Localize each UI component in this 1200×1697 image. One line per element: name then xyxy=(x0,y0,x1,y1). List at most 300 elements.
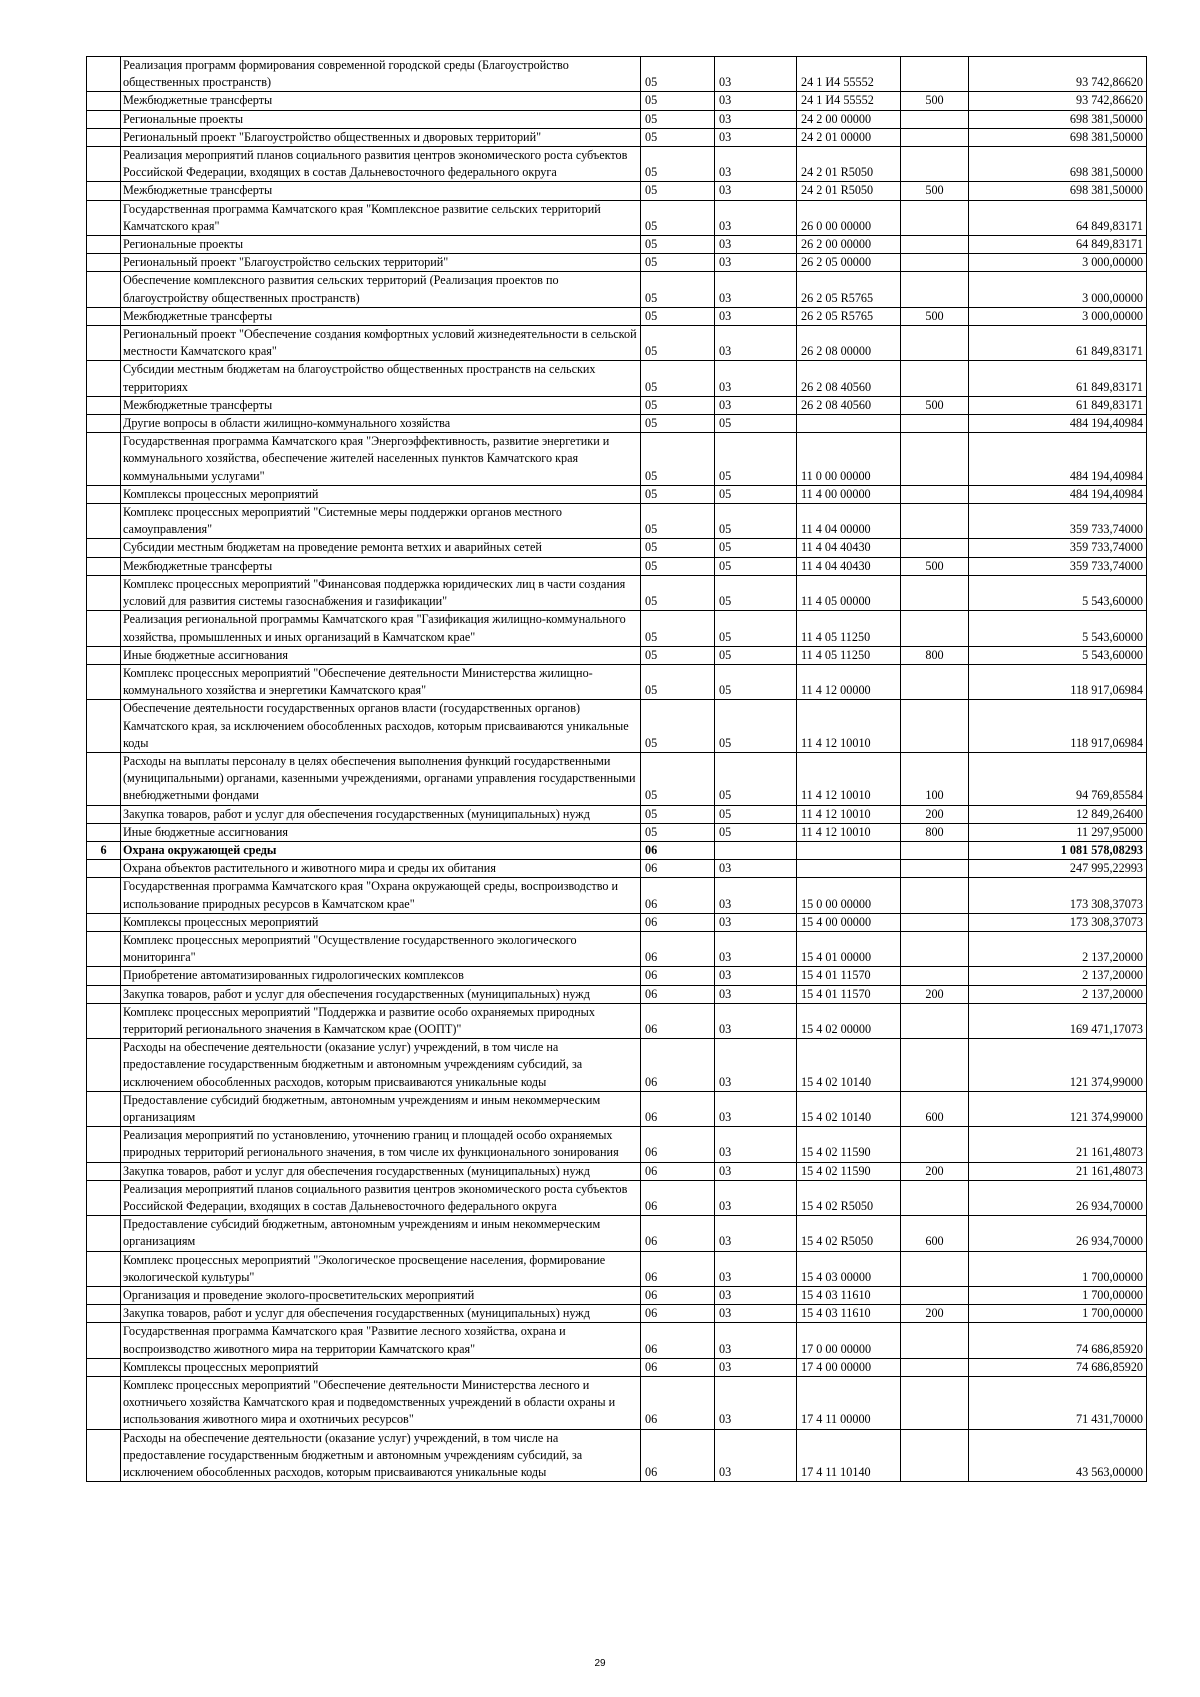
subsection-code: 03 xyxy=(715,878,797,913)
table-row xyxy=(87,1216,1147,1251)
table-row xyxy=(87,200,1147,235)
expense-name: Межбюджетные трансферты xyxy=(121,557,641,575)
table-row xyxy=(87,1251,1147,1286)
subsection-code: 03 xyxy=(715,1358,797,1376)
expense-type-code xyxy=(901,272,969,307)
row-number xyxy=(87,1305,121,1323)
subsection-code: 05 xyxy=(715,752,797,805)
expense-name: Комплекс процессных мероприятий "Финансовая поддержка юридических лиц в части создания условий для развития системы газоснабжения и газификации" xyxy=(121,575,641,610)
row-number xyxy=(87,326,121,361)
table-row xyxy=(87,611,1147,646)
section-code: 05 xyxy=(641,110,715,128)
row-number xyxy=(87,1251,121,1286)
target-article-code: 15 4 02 10140 xyxy=(797,1091,901,1126)
expense-type-code xyxy=(901,326,969,361)
expense-type-code: 600 xyxy=(901,1091,969,1126)
expense-name: Государственная программа Камчатского края "Комплексное развитие сельских территорий Камчатского края" xyxy=(121,200,641,235)
target-article-code: 15 4 02 R5050 xyxy=(797,1180,901,1215)
expense-type-code xyxy=(901,575,969,610)
expense-type-code: 500 xyxy=(901,557,969,575)
expense-name: Организация и проведение эколого-просветительских мероприятий xyxy=(121,1287,641,1305)
table-row xyxy=(87,878,1147,913)
subsection-code: 03 xyxy=(715,326,797,361)
amount-value: 169 471,17073 xyxy=(969,1003,1147,1038)
expense-name: Обеспечение деятельности государственных органов власти (государственных органов) Камчатского края, за исключением обособленных расходов, которым присваиваются уникальные коды xyxy=(121,700,641,753)
table-row xyxy=(87,860,1147,878)
amount-value: 74 686,85920 xyxy=(969,1323,1147,1358)
amount-value: 11 297,95000 xyxy=(969,823,1147,841)
table-row xyxy=(87,1127,1147,1162)
expense-name: Реализация мероприятий планов социального развития центров экономического роста субъектов Российской Федерации, входящих в состав Дальневосточного федерального округа xyxy=(121,1180,641,1215)
target-article-code: 11 4 12 10010 xyxy=(797,805,901,823)
amount-value: 5 543,60000 xyxy=(969,575,1147,610)
row-number xyxy=(87,539,121,557)
table-row xyxy=(87,646,1147,664)
section-code: 06 xyxy=(641,1305,715,1323)
expense-type-code xyxy=(901,433,969,486)
amount-value: 21 161,48073 xyxy=(969,1127,1147,1162)
table-row xyxy=(87,931,1147,966)
target-article-code: 15 4 01 00000 xyxy=(797,931,901,966)
amount-value: 1 700,00000 xyxy=(969,1251,1147,1286)
row-number xyxy=(87,272,121,307)
target-article-code: 26 2 05 00000 xyxy=(797,254,901,272)
subsection-code: 03 xyxy=(715,307,797,325)
section-code: 06 xyxy=(641,878,715,913)
section-code: 05 xyxy=(641,664,715,699)
target-article-code: 15 4 03 11610 xyxy=(797,1287,901,1305)
section-code: 05 xyxy=(641,611,715,646)
subsection-code: 05 xyxy=(715,805,797,823)
expense-type-code xyxy=(901,1287,969,1305)
expense-name: Комплекс процессных мероприятий "Системные меры поддержки органов местного самоуправления" xyxy=(121,504,641,539)
expense-type-code xyxy=(901,147,969,182)
table-row xyxy=(87,1039,1147,1092)
target-article-code: 17 4 11 10140 xyxy=(797,1429,901,1482)
expense-type-code xyxy=(901,415,969,433)
row-number xyxy=(87,200,121,235)
row-number xyxy=(87,1429,121,1482)
expense-name: Комплекс процессных мероприятий "Осуществление государственного экологического мониторинга" xyxy=(121,931,641,966)
expense-type-code: 800 xyxy=(901,823,969,841)
expense-name: Межбюджетные трансферты xyxy=(121,92,641,110)
expense-name: Комплекс процессных мероприятий "Обеспечение деятельности Министерства жилищно-коммунального хозяйства и энергетики Камчатского края" xyxy=(121,664,641,699)
expense-type-code xyxy=(901,57,969,92)
row-number xyxy=(87,646,121,664)
expense-type-code xyxy=(901,1358,969,1376)
target-article-code: 15 4 01 11570 xyxy=(797,967,901,985)
subsection-code: 05 xyxy=(715,557,797,575)
table-row xyxy=(87,1287,1147,1305)
target-article-code: 15 4 00 00000 xyxy=(797,913,901,931)
expense-type-code: 100 xyxy=(901,752,969,805)
expense-type-code: 500 xyxy=(901,396,969,414)
section-code: 06 xyxy=(641,841,715,859)
subsection-code: 03 xyxy=(715,1162,797,1180)
table-row xyxy=(87,128,1147,146)
expense-name: Комплекс процессных мероприятий "Обеспечение деятельности Министерства лесного и охотничьего хозяйства Камчатского края и подведомственных учреждений в области охраны и использования животного мира и охотничьих ресурсов" xyxy=(121,1377,641,1430)
subsection-code: 05 xyxy=(715,646,797,664)
amount-value: 12 849,26400 xyxy=(969,805,1147,823)
table-row xyxy=(87,1323,1147,1358)
subsection-code: 03 xyxy=(715,1039,797,1092)
section-code: 05 xyxy=(641,147,715,182)
subsection-code: 05 xyxy=(715,823,797,841)
target-article-code: 26 2 08 00000 xyxy=(797,326,901,361)
row-number xyxy=(87,1003,121,1038)
section-code: 06 xyxy=(641,931,715,966)
row-number xyxy=(87,1323,121,1358)
expense-name: Межбюджетные трансферты xyxy=(121,396,641,414)
expense-name: Комплекс процессных мероприятий "Поддержка и развитие особо охраняемых природных территорий регионального значения в Камчатском крае (ООПТ)" xyxy=(121,1003,641,1038)
target-article-code xyxy=(797,415,901,433)
subsection-code: 03 xyxy=(715,1323,797,1358)
amount-value: 3 000,00000 xyxy=(969,307,1147,325)
expense-type-code xyxy=(901,1180,969,1215)
expense-type-code xyxy=(901,200,969,235)
section-code: 06 xyxy=(641,1162,715,1180)
expense-name: Иные бюджетные ассигнования xyxy=(121,646,641,664)
subsection-code: 03 xyxy=(715,1091,797,1126)
amount-value: 21 161,48073 xyxy=(969,1162,1147,1180)
subsection-code: 05 xyxy=(715,539,797,557)
expense-type-code xyxy=(901,1377,969,1430)
section-code: 05 xyxy=(641,557,715,575)
row-number xyxy=(87,575,121,610)
target-article-code: 26 2 05 R5765 xyxy=(797,272,901,307)
target-article-code: 11 4 05 00000 xyxy=(797,575,901,610)
table-row xyxy=(87,664,1147,699)
subsection-code: 03 xyxy=(715,236,797,254)
expense-name: Охрана окружающей среды xyxy=(121,841,641,859)
target-article-code: 11 4 12 10010 xyxy=(797,823,901,841)
table-row xyxy=(87,485,1147,503)
subsection-code: 05 xyxy=(715,485,797,503)
section-code: 06 xyxy=(641,1429,715,1482)
row-number xyxy=(87,1180,121,1215)
target-article-code: 11 0 00 00000 xyxy=(797,433,901,486)
row-number xyxy=(87,92,121,110)
target-article-code xyxy=(797,841,901,859)
section-code: 05 xyxy=(641,700,715,753)
expense-name: Государственная программа Камчатского края "Энергоэффективность, развитие энергетики и коммунального хозяйства, обеспечение жителей населенных пунктов Камчатского края коммунальными услугами" xyxy=(121,433,641,486)
section-code: 06 xyxy=(641,1358,715,1376)
target-article-code: 26 2 00 00000 xyxy=(797,236,901,254)
subsection-code: 03 xyxy=(715,1429,797,1482)
row-number xyxy=(87,967,121,985)
amount-value: 5 543,60000 xyxy=(969,611,1147,646)
expense-name: Реализация программ формирования современной городской среды (Благоустройство общественных пространств) xyxy=(121,57,641,92)
subsection-code: 03 xyxy=(715,128,797,146)
amount-value: 61 849,83171 xyxy=(969,326,1147,361)
subsection-code: 03 xyxy=(715,272,797,307)
section-code: 05 xyxy=(641,485,715,503)
expense-type-code xyxy=(901,611,969,646)
section-code: 05 xyxy=(641,433,715,486)
table-row xyxy=(87,236,1147,254)
expense-type-code xyxy=(901,539,969,557)
amount-value: 359 733,74000 xyxy=(969,504,1147,539)
row-number xyxy=(87,307,121,325)
expense-name: Расходы на выплаты персоналу в целях обеспечения выполнения функций государственными (муниципальными) органами, казенными учреждениями, органами управления государственными внебюджетными фондами xyxy=(121,752,641,805)
table-row xyxy=(87,1003,1147,1038)
target-article-code: 15 4 03 00000 xyxy=(797,1251,901,1286)
expense-name: Расходы на обеспечение деятельности (оказание услуг) учреждений, в том числе на предоставление государственным бюджетным и автономным учреждениям субсидий, за исключением обособленных расходов, которым присваиваются уникальные коды xyxy=(121,1039,641,1092)
target-article-code: 11 4 12 10010 xyxy=(797,700,901,753)
subsection-code: 03 xyxy=(715,1251,797,1286)
amount-value: 1 700,00000 xyxy=(969,1305,1147,1323)
page-number: 29 xyxy=(594,1658,606,1669)
subsection-code: 05 xyxy=(715,611,797,646)
row-number xyxy=(87,1287,121,1305)
section-code: 05 xyxy=(641,182,715,200)
table-row xyxy=(87,967,1147,985)
amount-value: 173 308,37073 xyxy=(969,913,1147,931)
section-code: 05 xyxy=(641,57,715,92)
section-code: 06 xyxy=(641,1091,715,1126)
target-article-code: 15 4 03 11610 xyxy=(797,1305,901,1323)
section-code: 05 xyxy=(641,236,715,254)
subsection-code: 05 xyxy=(715,575,797,610)
amount-value: 247 995,22993 xyxy=(969,860,1147,878)
subsection-code xyxy=(715,841,797,859)
section-code: 05 xyxy=(641,504,715,539)
table-row xyxy=(87,1091,1147,1126)
expense-name: Региональный проект "Обеспечение создания комфортных условий жизнедеятельности в сельской местности Камчатского края" xyxy=(121,326,641,361)
expense-name: Приобретение автоматизированных гидрологических комплексов xyxy=(121,967,641,985)
expense-name: Закупка товаров, работ и услуг для обеспечения государственных (муниципальных) нужд xyxy=(121,985,641,1003)
target-article-code: 11 4 04 40430 xyxy=(797,539,901,557)
section-code: 06 xyxy=(641,1323,715,1358)
subsection-code: 05 xyxy=(715,664,797,699)
table-row xyxy=(87,700,1147,753)
section-code: 06 xyxy=(641,1216,715,1251)
target-article-code: 24 2 01 R5050 xyxy=(797,147,901,182)
subsection-code: 03 xyxy=(715,361,797,396)
target-article-code: 24 1 И4 55552 xyxy=(797,57,901,92)
expense-name: Межбюджетные трансферты xyxy=(121,182,641,200)
table-row xyxy=(87,182,1147,200)
expense-type-code xyxy=(901,1251,969,1286)
row-number xyxy=(87,557,121,575)
expense-type-code: 200 xyxy=(901,985,969,1003)
amount-value: 118 917,06984 xyxy=(969,664,1147,699)
amount-value: 121 374,99000 xyxy=(969,1039,1147,1092)
table-row xyxy=(87,985,1147,1003)
row-number xyxy=(87,504,121,539)
target-article-code: 24 2 00 00000 xyxy=(797,110,901,128)
section-code: 05 xyxy=(641,539,715,557)
section-code: 06 xyxy=(641,1251,715,1286)
target-article-code: 11 4 04 40430 xyxy=(797,557,901,575)
expense-name: Субсидии местным бюджетам на проведение ремонта ветхих и аварийных сетей xyxy=(121,539,641,557)
row-number xyxy=(87,147,121,182)
table-row xyxy=(87,92,1147,110)
expense-name: Комплексы процессных мероприятий xyxy=(121,913,641,931)
amount-value: 484 194,40984 xyxy=(969,415,1147,433)
amount-value: 484 194,40984 xyxy=(969,485,1147,503)
section-code: 06 xyxy=(641,1287,715,1305)
section-code: 06 xyxy=(641,1003,715,1038)
section-code: 05 xyxy=(641,396,715,414)
expense-name: Иные бюджетные ассигнования xyxy=(121,823,641,841)
expense-name: Реализация мероприятий планов социального развития центров экономического роста субъектов Российской Федерации, входящих в состав Дальневосточного федерального округа xyxy=(121,147,641,182)
row-number xyxy=(87,1216,121,1251)
row-number xyxy=(87,985,121,1003)
table-row xyxy=(87,575,1147,610)
table-row xyxy=(87,307,1147,325)
section-code: 05 xyxy=(641,361,715,396)
section-code: 06 xyxy=(641,860,715,878)
section-code: 05 xyxy=(641,200,715,235)
expense-name: Региональные проекты xyxy=(121,110,641,128)
table-row xyxy=(87,433,1147,486)
amount-value: 93 742,86620 xyxy=(969,57,1147,92)
target-article-code: 24 2 01 R5050 xyxy=(797,182,901,200)
expense-type-code xyxy=(901,1003,969,1038)
section-code: 06 xyxy=(641,1039,715,1092)
table-row xyxy=(87,1358,1147,1376)
subsection-code: 03 xyxy=(715,1003,797,1038)
row-number xyxy=(87,611,121,646)
row-number xyxy=(87,57,121,92)
table-row xyxy=(87,1180,1147,1215)
section-code: 06 xyxy=(641,913,715,931)
row-number xyxy=(87,664,121,699)
subsection-code: 03 xyxy=(715,1127,797,1162)
section-code: 05 xyxy=(641,575,715,610)
row-number: 6 xyxy=(87,841,121,859)
row-number xyxy=(87,752,121,805)
expense-name: Предоставление субсидий бюджетным, автономным учреждениям и иным некоммерческим организациям xyxy=(121,1091,641,1126)
expense-name: Государственная программа Камчатского края "Развитие лесного хозяйства, охрана и воспроизводство животного мира на территории Камчатского края" xyxy=(121,1323,641,1358)
table-row xyxy=(87,504,1147,539)
row-number xyxy=(87,182,121,200)
amount-value: 2 137,20000 xyxy=(969,931,1147,966)
section-code: 05 xyxy=(641,805,715,823)
expense-name: Реализация региональной программы Камчатского края "Газификация жилищно-коммунального хозяйства, промышленных и иных организаций в Камчатском крае" xyxy=(121,611,641,646)
table-row xyxy=(87,539,1147,557)
table-row xyxy=(87,326,1147,361)
target-article-code: 15 4 02 11590 xyxy=(797,1162,901,1180)
expense-type-code: 200 xyxy=(901,805,969,823)
amount-value: 26 934,70000 xyxy=(969,1180,1147,1215)
row-number xyxy=(87,860,121,878)
expense-type-code xyxy=(901,1323,969,1358)
table-row xyxy=(87,396,1147,414)
target-article-code: 24 2 01 00000 xyxy=(797,128,901,146)
subsection-code: 03 xyxy=(715,57,797,92)
amount-value: 359 733,74000 xyxy=(969,557,1147,575)
subsection-code: 03 xyxy=(715,967,797,985)
target-article-code: 15 4 01 11570 xyxy=(797,985,901,1003)
section-code: 05 xyxy=(641,307,715,325)
amount-value: 93 742,86620 xyxy=(969,92,1147,110)
section-code: 06 xyxy=(641,1127,715,1162)
target-article-code: 11 4 05 11250 xyxy=(797,611,901,646)
target-article-code: 15 4 02 10140 xyxy=(797,1039,901,1092)
expense-name: Закупка товаров, работ и услуг для обеспечения государственных (муниципальных) нужд xyxy=(121,1162,641,1180)
expense-name: Комплексы процессных мероприятий xyxy=(121,485,641,503)
amount-value: 118 917,06984 xyxy=(969,700,1147,753)
row-number xyxy=(87,485,121,503)
expense-name: Комплекс процессных мероприятий "Экологическое просвещение населения, формирование экологической культуры" xyxy=(121,1251,641,1286)
target-article-code: 11 4 05 11250 xyxy=(797,646,901,664)
amount-value: 2 137,20000 xyxy=(969,985,1147,1003)
table-row xyxy=(87,841,1147,859)
expense-type-code: 600 xyxy=(901,1216,969,1251)
expense-type-code xyxy=(901,110,969,128)
row-number xyxy=(87,1039,121,1092)
amount-value: 3 000,00000 xyxy=(969,272,1147,307)
target-article-code: 11 4 04 00000 xyxy=(797,504,901,539)
subsection-code: 03 xyxy=(715,985,797,1003)
expense-name: Охрана объектов растительного и животного мира и среды их обитания xyxy=(121,860,641,878)
section-code: 05 xyxy=(641,415,715,433)
table-row xyxy=(87,1305,1147,1323)
amount-value: 74 686,85920 xyxy=(969,1358,1147,1376)
amount-value: 5 543,60000 xyxy=(969,646,1147,664)
table-row xyxy=(87,1162,1147,1180)
amount-value: 71 431,70000 xyxy=(969,1377,1147,1430)
table-row xyxy=(87,361,1147,396)
amount-value: 64 849,83171 xyxy=(969,236,1147,254)
expense-name: Региональный проект "Благоустройство сельских территорий" xyxy=(121,254,641,272)
target-article-code xyxy=(797,860,901,878)
row-number xyxy=(87,110,121,128)
subsection-code: 03 xyxy=(715,1180,797,1215)
expense-name: Комплексы процессных мероприятий xyxy=(121,1358,641,1376)
row-number xyxy=(87,1162,121,1180)
target-article-code: 26 0 00 00000 xyxy=(797,200,901,235)
expense-type-code xyxy=(901,700,969,753)
amount-value: 2 137,20000 xyxy=(969,967,1147,985)
amount-value: 43 563,00000 xyxy=(969,1429,1147,1482)
expense-type-code xyxy=(901,1127,969,1162)
subsection-code: 03 xyxy=(715,1216,797,1251)
subsection-code: 03 xyxy=(715,92,797,110)
subsection-code: 05 xyxy=(715,504,797,539)
expense-name: Предоставление субсидий бюджетным, автономным учреждениям и иным некоммерческим организациям xyxy=(121,1216,641,1251)
subsection-code: 03 xyxy=(715,860,797,878)
expense-name: Региональный проект "Благоустройство общественных и дворовых территорий" xyxy=(121,128,641,146)
subsection-code: 03 xyxy=(715,200,797,235)
table-row xyxy=(87,913,1147,931)
target-article-code: 15 4 02 11590 xyxy=(797,1127,901,1162)
row-number xyxy=(87,433,121,486)
target-article-code: 26 2 05 R5765 xyxy=(797,307,901,325)
expense-name: Государственная программа Камчатского края "Охрана окружающей среды, воспроизводство и использование природных ресурсов в Камчатском крае" xyxy=(121,878,641,913)
target-article-code: 17 4 00 00000 xyxy=(797,1358,901,1376)
row-number xyxy=(87,236,121,254)
expense-type-code xyxy=(901,967,969,985)
target-article-code: 26 2 08 40560 xyxy=(797,396,901,414)
expense-type-code xyxy=(901,361,969,396)
section-code: 05 xyxy=(641,254,715,272)
row-number xyxy=(87,823,121,841)
row-number xyxy=(87,1377,121,1430)
target-article-code: 11 4 12 00000 xyxy=(797,664,901,699)
subsection-code: 03 xyxy=(715,913,797,931)
table-row xyxy=(87,557,1147,575)
amount-value: 26 934,70000 xyxy=(969,1216,1147,1251)
target-article-code: 15 4 02 R5050 xyxy=(797,1216,901,1251)
row-number xyxy=(87,805,121,823)
target-article-code: 17 0 00 00000 xyxy=(797,1323,901,1358)
subsection-code: 05 xyxy=(715,433,797,486)
expense-name: Закупка товаров, работ и услуг для обеспечения государственных (муниципальных) нужд xyxy=(121,1305,641,1323)
amount-value: 698 381,50000 xyxy=(969,147,1147,182)
